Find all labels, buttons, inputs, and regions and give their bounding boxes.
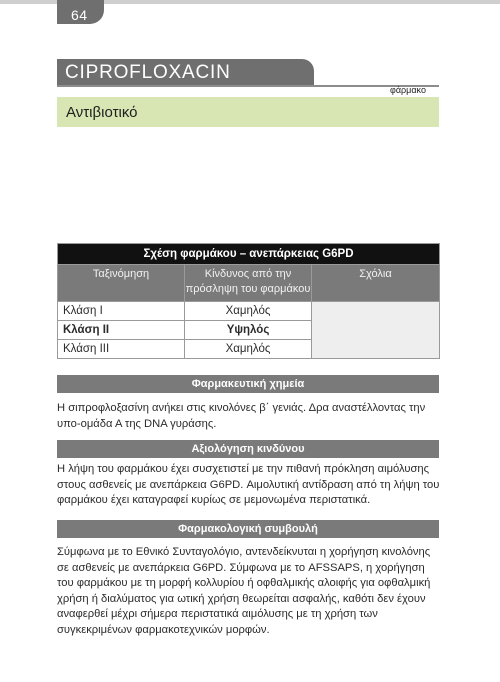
table-row	[58, 302, 440, 321]
section-heading-chemistry: Φαρμακευτική χημεία	[57, 375, 439, 393]
column-header-comments: Σχόλια	[312, 265, 440, 302]
column-header-risk: Κίνδυνος από την πρόσληψη του φαρμάκου	[185, 265, 312, 302]
section-text-advice: Σύμφωνα με το Εθνικό Συνταγολόγιο, αντενδείκνυται η χορήγηση κινολόνης σε ασθενείς με ανεπάρκεια G6PD. Σύμφωνα με το AFSSAPS, η χορήγηση του φαρμάκου με τη μορφή κολλυρίου ή οφθαλμικής αλοιφής για οφθαλμική χρήση ή διαλύματος για ωτική χρήση θεωρείται ασφαλής, καθότι δεν έχουν αναφερθεί μέχρι σήμερα περιστατικά αιμόλυσης με τη χρήση των συγκεκριμένων φαρμακοτεχνικών μορφών.	[57, 546, 431, 636]
drug-class-bar	[57, 97, 439, 127]
drug-title: CIPROFLOXACIN	[65, 62, 231, 83]
section-text-chemistry: Η σιπροφλοξασίνη ανήκει στις κινολόνες β΄ γενιάς. Δρα αναστέλλοντας την υπο-ομάδα Α της DNA γυράσης.	[57, 402, 426, 430]
row-risk: Υψηλός	[185, 321, 312, 340]
section-heading-risk: Αξιολόγηση κινδύνου	[57, 440, 439, 458]
page-number: 64	[71, 7, 88, 23]
row-class: Κλάση I	[58, 302, 185, 321]
row-risk: Χαμηλός	[185, 340, 312, 359]
drug-class: Αντιβιοτικό	[66, 104, 138, 121]
row-class: Κλάση II	[58, 321, 185, 340]
column-header-classification: Ταξινόμηση	[58, 265, 185, 302]
g6pd-relation-table	[57, 243, 440, 359]
comments-cell	[312, 302, 440, 359]
table-title: Σχέση φαρμάκου – ανεπάρκειας G6PD	[58, 244, 440, 265]
row-risk: Χαμηλός	[185, 302, 312, 321]
section-text-risk: Η λήψη του φαρμάκου έχει συσχετιστεί με την πιθανή πρόκληση αιμόλυσης στους ασθενείς με ανεπάρκεια G6PD. Αιμολυτική αντίδραση από τη λήψη του φαρμάκου έχει καταγραφεί κυρίως σε μεμονωμένα περιστατικά.	[57, 463, 440, 506]
type-tag: φάρμακο	[390, 85, 426, 95]
drug-title-banner	[57, 59, 314, 85]
header-divider	[57, 85, 439, 87]
section-heading-advice: Φαρμακολογική συμβουλή	[57, 520, 439, 538]
row-class: Κλάση III	[58, 340, 185, 359]
